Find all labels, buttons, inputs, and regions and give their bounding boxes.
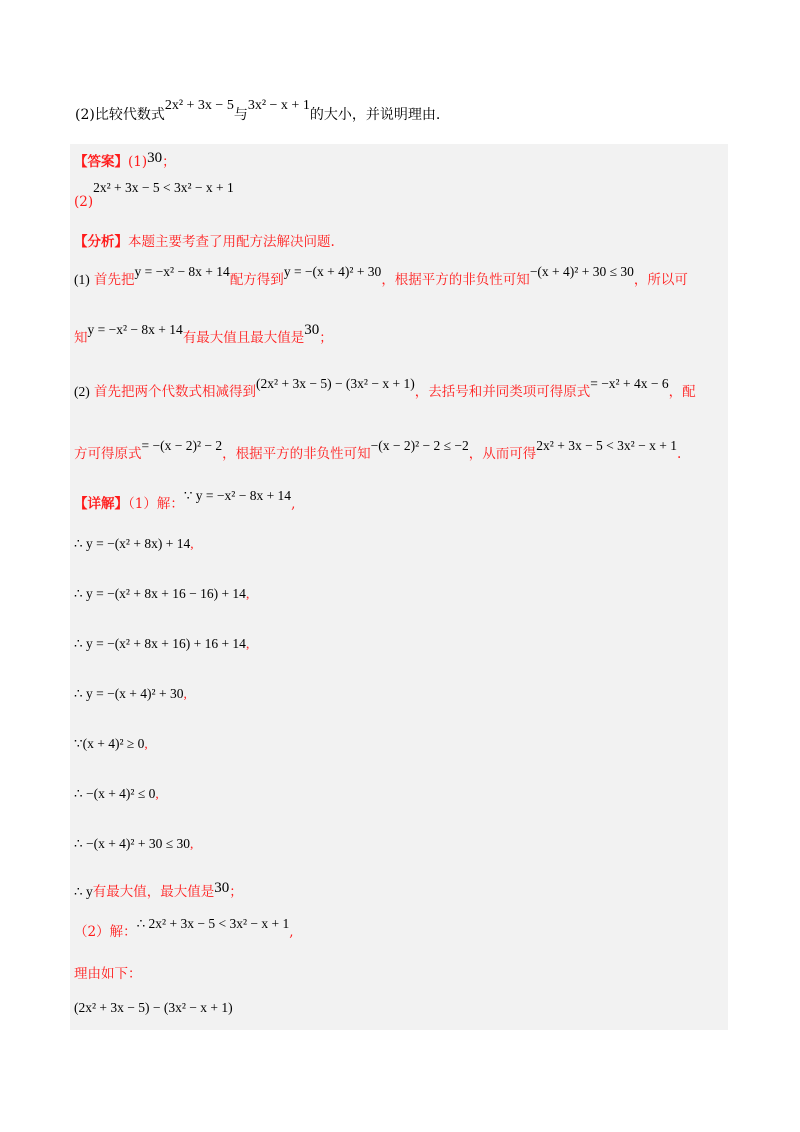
question-expr2: 3x² − x + 1 <box>247 98 310 113</box>
analysis-p2-eq1: (2x² + 3x − 5) − (3x² − x + 1) <box>256 376 415 391</box>
detail-last: (2x² + 3x − 5) − (3x² − x + 1) <box>74 1000 233 1015</box>
detail-l1: ∴ y = −(x² + 8x) + 14 <box>74 536 191 551</box>
detail-comma-4: , <box>183 686 187 701</box>
analysis-p2-g: . <box>676 446 682 462</box>
detail-comma-p2: , <box>289 924 294 940</box>
detail-line-5 <box>74 736 148 752</box>
analysis-p1-eq3: −(x + 4)² + 30 ≤ 30 <box>529 264 634 279</box>
analysis-p2-eq5: 2x² + 3x − 5 < 3x² − x + 1 <box>536 438 677 453</box>
analysis-p1-eq1: y = −x² − 8x + 14 <box>134 264 230 279</box>
analysis-tag: 【分析】 <box>74 234 128 250</box>
answer-part1-label: (1) <box>128 154 148 170</box>
detail-comma-2: , <box>245 586 250 601</box>
analysis-p2-eq2: = −x² + 4x − 6 <box>590 376 669 391</box>
detail-l3: ∴ y = −(x² + 8x + 16) + 16 + 14 <box>74 636 246 651</box>
analysis-p1-line-1 <box>74 264 688 288</box>
detail-reason: 理由如下： <box>74 966 142 982</box>
analysis-p1-c: ，根据平方的非负性可知 <box>381 272 530 288</box>
detail-part2-line <box>74 916 294 940</box>
detail-line-2 <box>74 586 249 602</box>
analysis-p1-eq2: y = −(x + 4)² + 30 <box>283 264 382 279</box>
analysis-p1-e: 知 <box>74 330 88 346</box>
detail-line-3 <box>74 636 249 652</box>
question-suffix: 的大小，并说明理由. <box>309 107 441 123</box>
detail-l4: ∴ y = −(x + 4)² + 30 <box>74 686 184 701</box>
detail-p2-l0: ∴ 2x² + 3x − 5 < 3x² − x + 1 <box>136 916 290 931</box>
detail-l6: ∴ −(x + 4)² ≤ 0 <box>74 786 156 801</box>
detail-l2: ∴ y = −(x² + 8x + 16 − 16) + 14 <box>74 586 246 601</box>
analysis-p1-g: ； <box>319 330 333 346</box>
detail-line-1 <box>74 536 194 552</box>
analysis-p2-eq3: = −(x − 2)² − 2 <box>141 438 223 453</box>
detail-l0: ∵ y = −x² − 8x + 14 <box>183 488 292 503</box>
analysis-p1-d: ，所以可 <box>633 272 688 288</box>
detail-comma-7: , <box>190 836 194 851</box>
detail-part2-head: （2）解： <box>74 924 137 940</box>
detail-line-4 <box>74 686 187 702</box>
detail-l8-a: ∴ y <box>74 884 93 899</box>
detail-comma-6: , <box>155 786 159 801</box>
answer-part2-label: (2) <box>74 194 94 210</box>
answer-part1-value: 30 <box>147 150 163 166</box>
detail-line-7 <box>74 836 193 852</box>
detail-line-6 <box>74 786 159 802</box>
analysis-p2-line-2 <box>74 438 682 462</box>
detail-comma-1: , <box>190 536 194 551</box>
detail-l8-d: ； <box>229 884 243 900</box>
analysis-p2-eq4: −(x − 2)² − 2 ≤ −2 <box>370 438 469 453</box>
question-line <box>75 100 735 131</box>
analysis-p2-d: 方可得原式 <box>74 446 142 462</box>
detail-part1-head: （1）解： <box>128 496 184 512</box>
answer-line-2 <box>74 180 234 210</box>
analysis-p1-line-2 <box>74 322 333 347</box>
answer-part2-value: 2x² + 3x − 5 < 3x² − x + 1 <box>93 180 234 195</box>
analysis-p2-c: ，配 <box>668 384 696 400</box>
detail-l8-b: 有最大值，最大值是 <box>92 884 215 900</box>
detail-last-line <box>74 1000 233 1016</box>
analysis-p2-b: ，去括号和并同类项可得原式 <box>414 384 591 400</box>
question-prefix: (2)比较代数式 <box>75 107 165 123</box>
analysis-p2-line-1 <box>74 376 696 400</box>
detail-tag: 【详解】 <box>74 496 128 512</box>
detail-head-line <box>74 488 296 512</box>
analysis-p1-eq5: 30 <box>304 322 320 338</box>
analysis-p1-b: 配方得到 <box>229 272 284 288</box>
detail-comma-5: , <box>144 736 148 751</box>
analysis-p2-f: ，从而可得 <box>468 446 537 462</box>
detail-line-8 <box>74 880 243 901</box>
analysis-p1-a: 首先把 <box>94 272 135 288</box>
analysis-p1-f: 有最大值且最大值是 <box>182 330 305 346</box>
detail-comma-3: , <box>245 636 250 651</box>
detail-reason-line <box>74 962 142 982</box>
analysis-intro-line <box>74 230 335 250</box>
analysis-p2-label: (2) <box>74 384 90 399</box>
analysis-p1-label: (1) <box>74 272 90 287</box>
detail-l5: ∵(x + 4)² ≥ 0 <box>74 736 145 751</box>
detail-l8-c: 30 <box>214 880 230 896</box>
detail-comma-0: , <box>291 496 296 512</box>
answer-tag: 【答案】 <box>74 154 128 170</box>
analysis-p2-e: ，根据平方的非负性可知 <box>222 446 371 462</box>
question-mid: 与 <box>233 107 248 123</box>
analysis-p2-a: 首先把两个代数式相减得到 <box>94 384 257 400</box>
solution-panel <box>70 144 728 1030</box>
answer-part1-end: ； <box>162 154 176 170</box>
answer-line-1 <box>74 150 176 171</box>
detail-l7: ∴ −(x + 4)² + 30 ≤ 30 <box>74 836 191 851</box>
analysis-p1-eq4: y = −x² − 8x + 14 <box>87 322 183 337</box>
question-expr1: 2x² + 3x − 5 <box>164 98 234 113</box>
analysis-intro: 本题主要考查了用配方法解决问题. <box>128 234 335 250</box>
